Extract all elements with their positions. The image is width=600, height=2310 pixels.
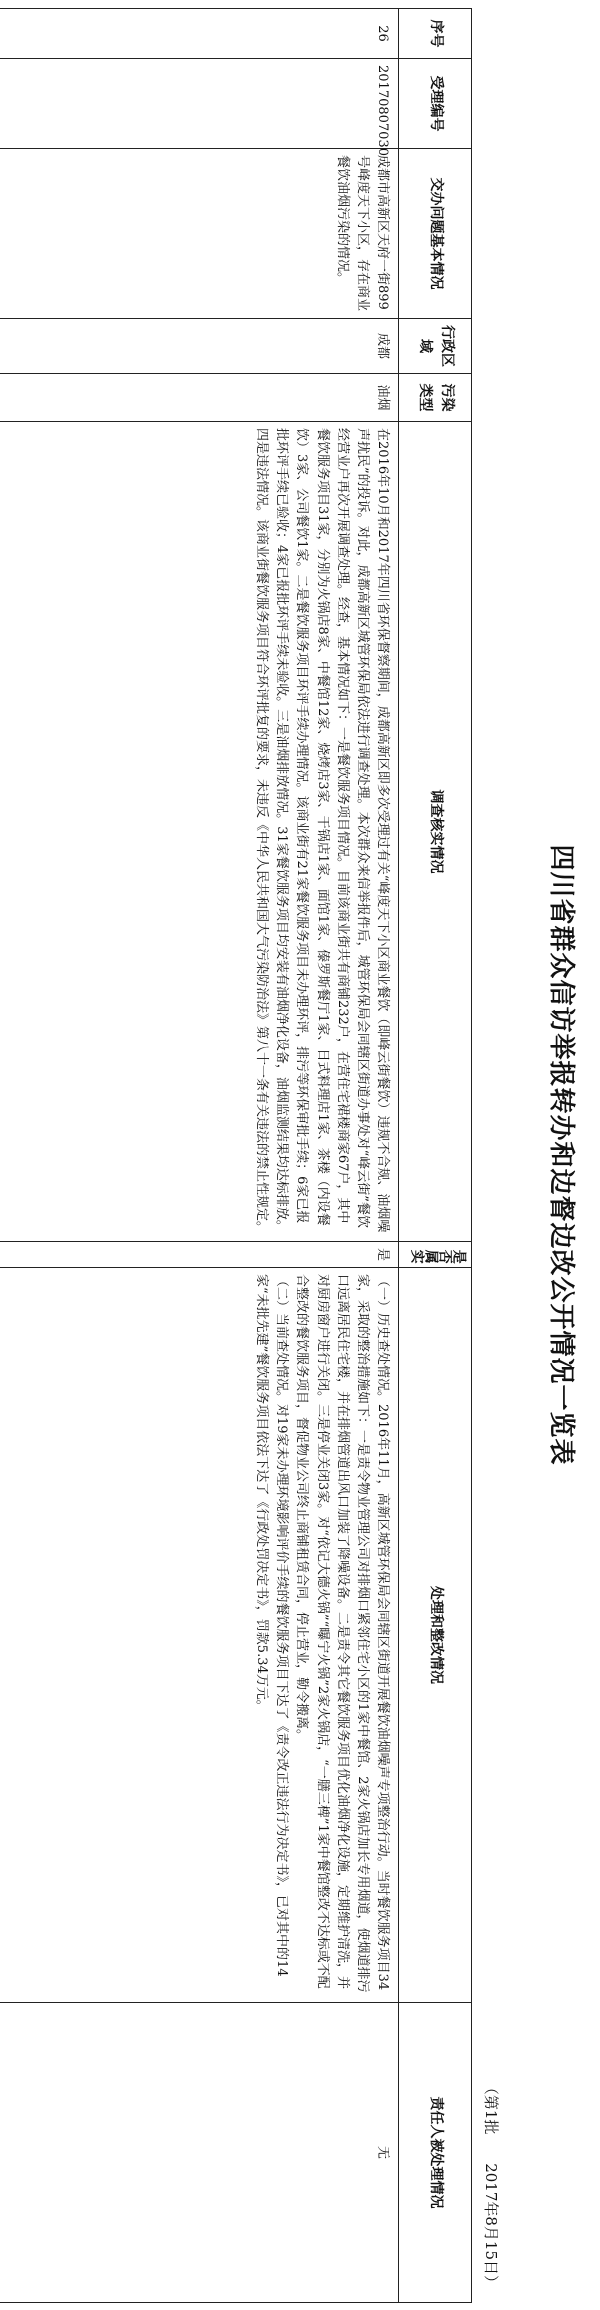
cell-case-no: 20170807030 bbox=[0, 59, 399, 149]
header-investigation: 调查核实情况 bbox=[399, 422, 472, 1242]
header-basic: 交办问题基本情况 bbox=[399, 149, 472, 319]
cell-pollution: 油烟 bbox=[0, 374, 399, 422]
header-handling: 处理和整改情况 bbox=[399, 1268, 472, 2003]
handling-paragraph-1: （一）历史查处情况。2016年11月，高新区城管环保局会同辖区街道开展餐饮油烟噪声专项整治行动。当时餐饮服务项目34家，采取的整治措施如下：一是责令物业管理公司对排烟口紧邻住宅小区的1家中餐馆、2家火锅店加长专用烟道，使烟道排污口远离居民住宅楼，并在排烟管道出风口加装了降噪设备。二是责令其它餐饮服务项目优化油烟净化设施，定期维护清洗，并对厨房窗户进行关闭。三是停业关闭3家。对“依记大德火锅”“曝宁火锅”2家火锅店，“一膳三椑”1家中餐馆整改不达标或不配合整改的餐饮服务项目，督促物业公司终止商铺租赁合同，停止营业，勒令搬离。 bbox=[294, 1274, 390, 1993]
header-pollution: 污染类型 bbox=[399, 374, 472, 422]
header-verified: 是否属实 bbox=[399, 1242, 472, 1268]
table-header-row bbox=[399, 9, 472, 2303]
cell-seq: 26 bbox=[0, 9, 399, 59]
handling-paragraph-2: （二）当前查处情况。对19家未办理环境影响评价手续的餐饮服务项目下达了《责令改正违法行为决定书》，已对其中的14家“未批先建”餐饮服务项目依法下达了《行政处罚决定书》，罚款5.34万元。 bbox=[254, 1274, 290, 1977]
cell-verified: 是 bbox=[0, 1242, 399, 1268]
batch-date-line bbox=[481, 2056, 502, 2290]
header-accountability: 责任人被处理情况 bbox=[399, 2003, 472, 2303]
cell-accountability: 无 bbox=[0, 2003, 399, 2303]
date-label: 2017年8月15日） bbox=[482, 2163, 500, 2290]
batch-label: （第1批 bbox=[482, 2079, 500, 2135]
cell-investigation: 在2016年10月和2017年四川省环保督察期间，成都高新区即多次受理过有关“峰度天下小区商业餐饮（即峰云街餐饮）违规不合规、油烟噪声扰民”的投诉。对此，成都高新区城管环保局依法进行调查处理。本次群众来信举报件后，城管环保局会同辖区街道办事处对“峰云街”餐饮经营业户再次开展调查处理。经查，基本情况如下：一是餐饮服务项目情况。目前该商业街共有商铺232户，在营住宅裙楼商家67户，其中餐饮服务项目31家，分别为火锅店8家、中餐馆12家、烧烤店3家、干锅店1家、面馆1家、傣罗斯餐厅1家、日式料理店1家、茶楼（内设餐饮）3家、公司餐饮1家。二是餐饮服务项目环评手续办理情况。该商业街有21家餐饮服务项目未办理环评，排污等环保审批手续；6家已报批环评手续已验收；4家已报批环评手续未验收。三是油烟排放情况。31家餐饮服务项目均安装有油烟净化设备，油烟监测结果均达标排放。四是违法情况。该商业街餐饮服务项目符合环评批复的要求，未违反《中华人民共和国大气污染防治法》第八十一条有关违法的禁止性规定。 bbox=[0, 422, 399, 1242]
cell-handling bbox=[0, 1268, 399, 2003]
header-region: 行政区域 bbox=[399, 319, 472, 374]
cell-region: 成都 bbox=[0, 319, 399, 374]
page-title: 四川省群众信访举报转办和边督边改公开情况一览表 bbox=[546, 844, 576, 1466]
table-row bbox=[0, 9, 399, 2303]
header-seq: 序号 bbox=[399, 9, 472, 59]
complaint-table bbox=[0, 8, 472, 2303]
header-case-no: 受理编号 bbox=[399, 59, 472, 149]
cell-basic: 成都市高新区天府一街899号峰度天下小区，存在商业餐饮油烟污染的情况。 bbox=[0, 149, 399, 319]
